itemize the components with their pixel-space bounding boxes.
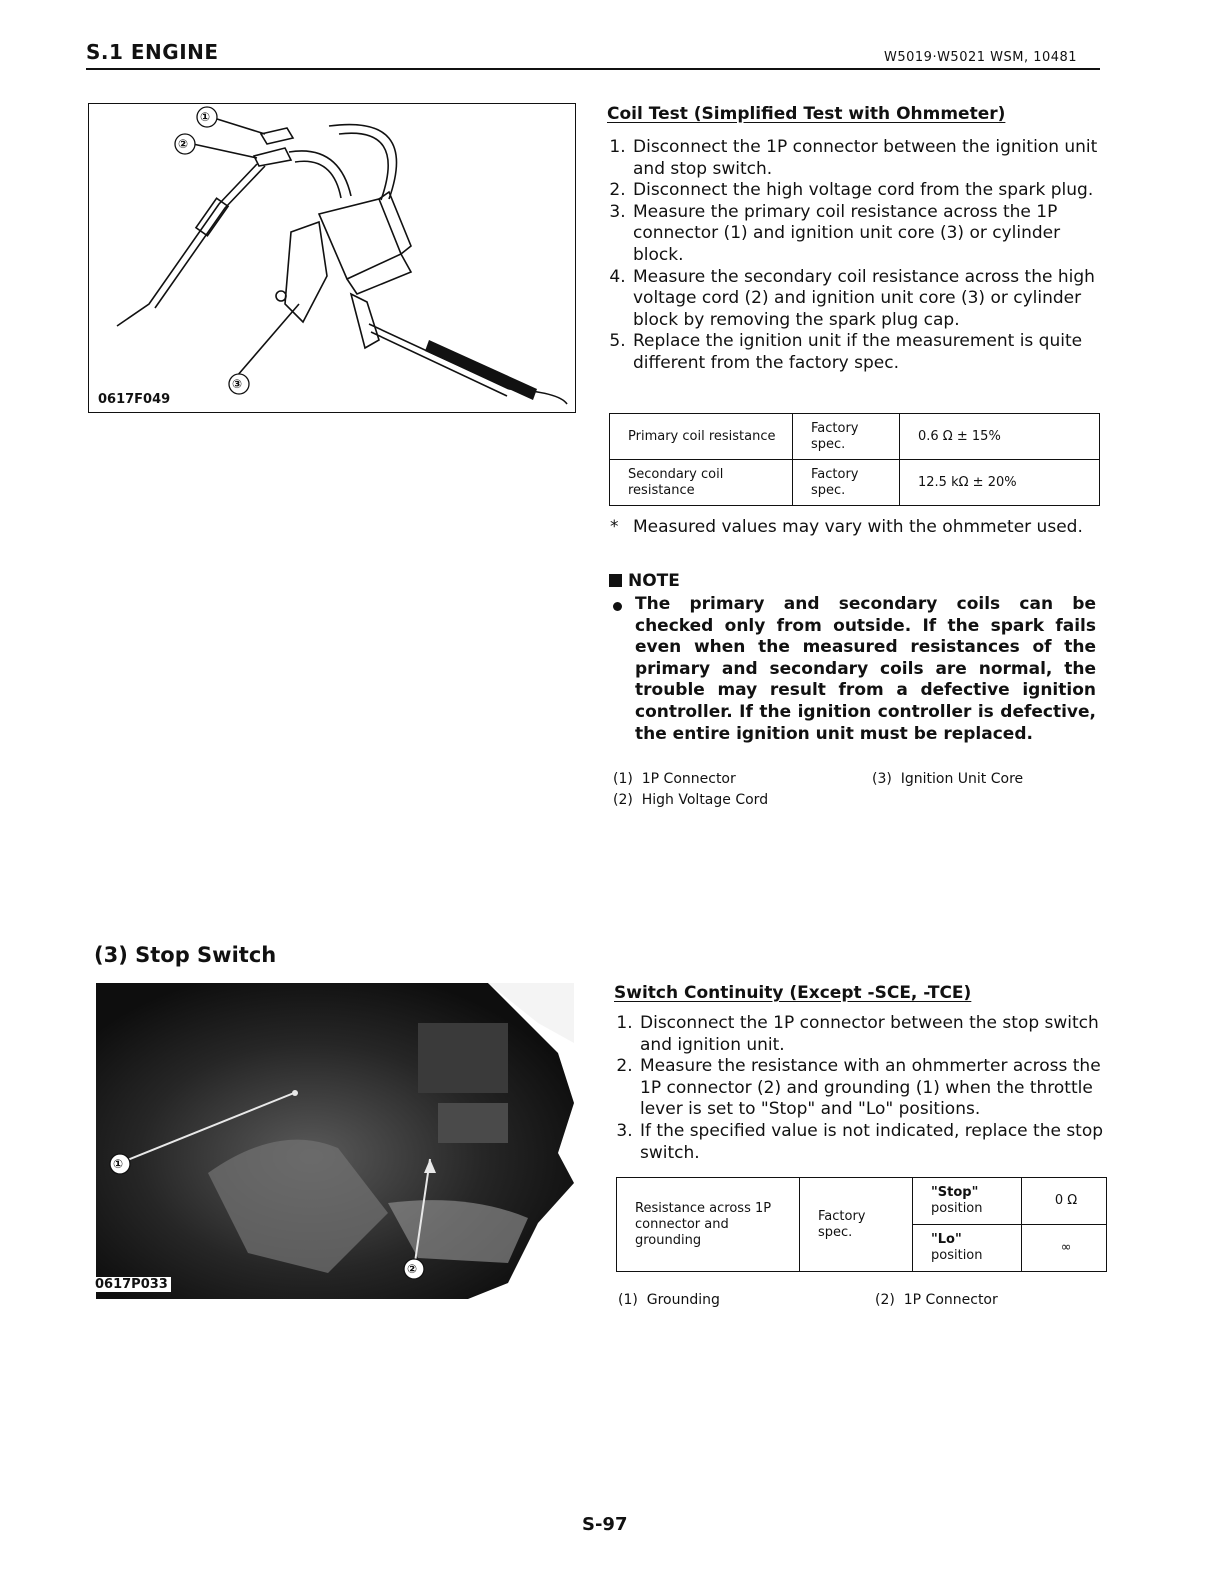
position-cell [913,1178,1022,1225]
coil-step-4: 4. Measure the secondary coil resistance across the high voltage cord (2) and ignition unit core (3) or cylinder block by removing the spark plug cap. [631,267,1099,332]
coil-spec-table [609,413,1100,506]
legend-text: 1P Connector [641,771,736,787]
legend-text: Grounding [646,1292,720,1308]
coil-test-title: Coil Test (Simplified Test with Ohmmeter) [607,104,1006,124]
switch-steps [614,1013,1106,1164]
stop-switch-photo [88,983,574,1299]
callout-2: ② [407,1262,418,1276]
legend-text: Ignition Unit Core [900,771,1024,787]
spec-label: Factory spec. [793,460,900,506]
spec-value: 0.6 Ω ± 15% [900,414,1100,460]
spec-label: Factory spec. [800,1178,913,1272]
legend-num: (2) [613,792,633,808]
note-square-icon [609,574,622,587]
switch-step-3: 3. If the specified value is not indicated, replace the stop switch. [638,1121,1106,1164]
coil-step-1: 1. Disconnect the 1P connector between the ignition unit and stop switch. [631,137,1099,180]
coil-step-2: 2. Disconnect the high voltage cord from the spark plug. [631,180,1099,202]
switch-continuity-title: Switch Continuity (Except -SCE, -TCE) [614,983,972,1003]
coil-legend [613,769,1083,813]
footnote [610,517,1096,539]
position-name: "Stop" [931,1185,979,1200]
note-title: NOTE [628,571,680,591]
position-word: position [931,1248,983,1263]
table-row [610,460,1100,506]
spec-item: Resistance across 1P connector and grounding [617,1178,800,1272]
ignition-unit-drawing [89,104,575,412]
callout-1: ① [113,1157,124,1171]
legend-item [618,1290,720,1311]
coil-step-3: 3. Measure the primary coil resistance across the 1P connector (1) and ignition unit core (3) or cylinder block. [631,202,1099,267]
coil-step-5: 5. Replace the ignition unit if the measurement is quite different from the factory spec. [631,331,1099,374]
spec-item: Secondary coil resistance [610,460,793,506]
legend-item [613,769,736,790]
page-number: S-97 [582,1514,628,1535]
legend-item [875,1290,998,1311]
spec-item: Primary coil resistance [610,414,793,460]
callout-1: ① [200,110,211,124]
stop-switch-photo-drawing [88,983,574,1299]
spec-value: 0 Ω [1022,1178,1107,1225]
position-word: position [931,1201,983,1216]
coil-test-steps [607,137,1099,375]
switch-spec-table [616,1177,1107,1272]
switch-step-1: 1. Disconnect the 1P connector between the stop switch and ignition unit. [638,1013,1106,1056]
position-name: "Lo" [931,1232,962,1247]
switch-legend [618,1290,1088,1314]
bullet-icon [613,602,622,611]
figure-label: 0617P033 [92,1277,171,1292]
note-block [610,594,1096,745]
legend-text: 1P Connector [903,1292,998,1308]
legend-text: High Voltage Cord [641,792,769,808]
callout-3: ③ [232,377,243,391]
legend-num: (2) [875,1292,895,1308]
legend-num: (3) [872,771,892,787]
switch-step-2: 2. Measure the resistance with an ohmmerter across the 1P connector (2) and grounding (1) when the throttle lever is set to "Stop" and "Lo" positions. [638,1056,1106,1121]
note-body: The primary and secondary coils can be checked only from outside. If the spark fails even when the measured resistances of the primary and secondary coils are normal, the trouble may result from a defective ignition controller. If the ignition controller is defective, the entire ignition unit must be replaced. [635,594,1096,744]
legend-num: (1) [618,1292,638,1308]
legend-num: (1) [613,771,633,787]
spec-label: Factory spec. [793,414,900,460]
position-cell [913,1225,1022,1272]
figure-label: 0617F049 [95,392,173,407]
table-row [617,1178,1107,1225]
ignition-unit-figure [88,103,576,413]
callout-2: ② [178,137,189,151]
legend-item [872,769,1023,790]
legend-item [613,790,768,811]
table-row [610,414,1100,460]
footnote-text: Measured values may vary with the ohmmeter used. [633,517,1083,537]
section-title: S.1 ENGINE [86,40,219,64]
footnote-mark: * [610,517,619,537]
spec-value: ∞ [1022,1225,1107,1272]
spec-value: 12.5 kΩ ± 20% [900,460,1100,506]
manual-code: W5019·W5021 WSM, 10481 [884,50,1078,65]
note-heading [609,571,680,591]
header-rule [86,68,1100,70]
stop-switch-heading: (3) Stop Switch [94,943,277,967]
